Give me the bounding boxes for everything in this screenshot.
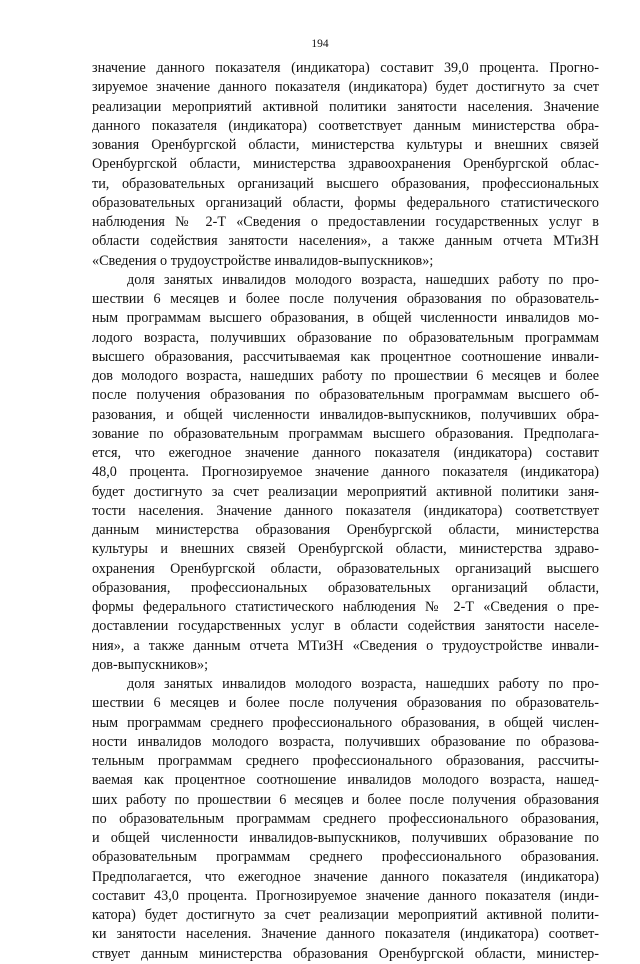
text-line: дов-выпускников»; [92,656,209,673]
text-line: формы федерального статистического наблюдения № 2-Т «Сведения о пре- [92,599,599,615]
text-line: значение данного показателя (индикатора) составит 39,0 процента. Прогно- [92,60,599,76]
text-line: зируемое значение данного показателя (индикатора) будет достигнуто за счет [92,79,599,96]
text-line: шествии 6 месяцев и более после получения образования по образователь- [92,291,599,307]
text-line: охранения Оренбургской области, образовательных организаций высшего [92,560,599,577]
text-line: зование по образовательным программам высшего образования. Предполага- [92,425,599,442]
text-line: ваемая как процентное соотношение инвалидов молодого возраста, нашед- [92,772,599,789]
text-line: ти, образовательных организаций высшего образования, профессиональных [92,175,599,192]
text-line: ным программам высшего образования, в общей численности инвалидов мо- [92,310,599,327]
text-line: шествии 6 месяцев и более после получения образования по образователь- [92,695,599,712]
text-line: области содействия занятости населения», а также данным отчета МТиЗН [92,233,599,250]
text-line: будет достигнуто за счет реализации мероприятий активной политики заня- [92,483,599,500]
text-line: зования Оренбургской области, министерства культуры и внешних связей [92,137,599,153]
text-line: составит 43,0 процента. Прогнозируемое значение данного показателя (инди- [92,887,599,904]
text-line: образовательных организаций области, формы федерального статистического [92,194,599,211]
text-line: ется, что ежегодное значение данного показателя (индикатора) составит [92,445,599,461]
text-line: ным программам среднего профессионального образования, в общей числен- [92,714,599,731]
text-line: Оренбургской области, министерства здравоохранения Оренбургской облас- [92,156,599,173]
text-line: тости населения. Значение данного показателя (индикатора) соответствует [92,502,599,519]
text-line: лодого возраста, получивших образование по образовательным программам [92,329,599,346]
text-line: дов молодого возраста, нашедших работу по прошествии 6 месяцев и более [92,368,599,384]
text-line: разования, и общей численности инвалидов-выпускников, получивших обра- [92,406,599,423]
text-line: по образовательным программам среднего профессионального образования, [92,810,599,827]
text-line: данного показателя (индикатора) соответствует данным министерства обра- [92,117,599,134]
text-line: ших работу по прошествии 6 месяцев и более после получения образования [92,791,599,808]
text-line: и общей численности инвалидов-выпускников, получивших образование по [92,830,599,846]
text-line: «Сведения о трудоустройстве инвалидов-выпускников»; [92,252,434,269]
text-line: данным министерства образования Оренбургской области, министерства [92,522,599,538]
text-line: тельным программам среднего профессионального образования, рассчиты- [92,753,599,769]
page-number: 194 [311,38,329,50]
text-line: образовательным программам среднего профессионального образования. [92,849,599,866]
text-line: 48,0 процента. Прогнозируемое значение данного показателя (индикатора) [92,464,599,481]
text-line: реализации мероприятий активной политики занятости населения. Значение [92,98,599,115]
text-line: наблюдения № 2-Т «Сведения о предоставлении государственных услуг в [92,214,599,230]
text-line: после получения образования по образовательным программам высшего об- [92,387,599,404]
text-line: ния», а также данным отчета МТиЗН «Сведения о трудоустройстве инвали- [92,637,599,654]
text-line: катора) будет достигнуто за счет реализации мероприятий активной полити- [92,907,599,923]
body-text [92,59,599,964]
text-line: доставлении государственных услуг в области содействия занятости населе- [92,618,599,635]
text-line: культуры и внешних связей Оренбургской области, министерства здраво- [92,541,599,558]
text-line: ствует данным министерства образования Оренбургской области, министер- [92,945,599,962]
text-line: доля занятых инвалидов молодого возраста, нашедших работу по про- [127,271,599,288]
text-line: высшего образования, рассчитываемая как процентное соотношение инвали- [92,348,599,365]
text-line: ки занятости населения. Значение данного показателя (индикатора) соответ- [92,926,599,943]
text-line: образования, профессиональных образовательных организаций области, [92,579,599,596]
text-line: Предполагается, что ежегодное значение данного показателя (индикатора) [92,868,599,885]
text-line: ности инвалидов молодого возраста, получивших образование по образова- [92,733,599,750]
text-line: доля занятых инвалидов молодого возраста, нашедших работу по про- [127,676,599,692]
